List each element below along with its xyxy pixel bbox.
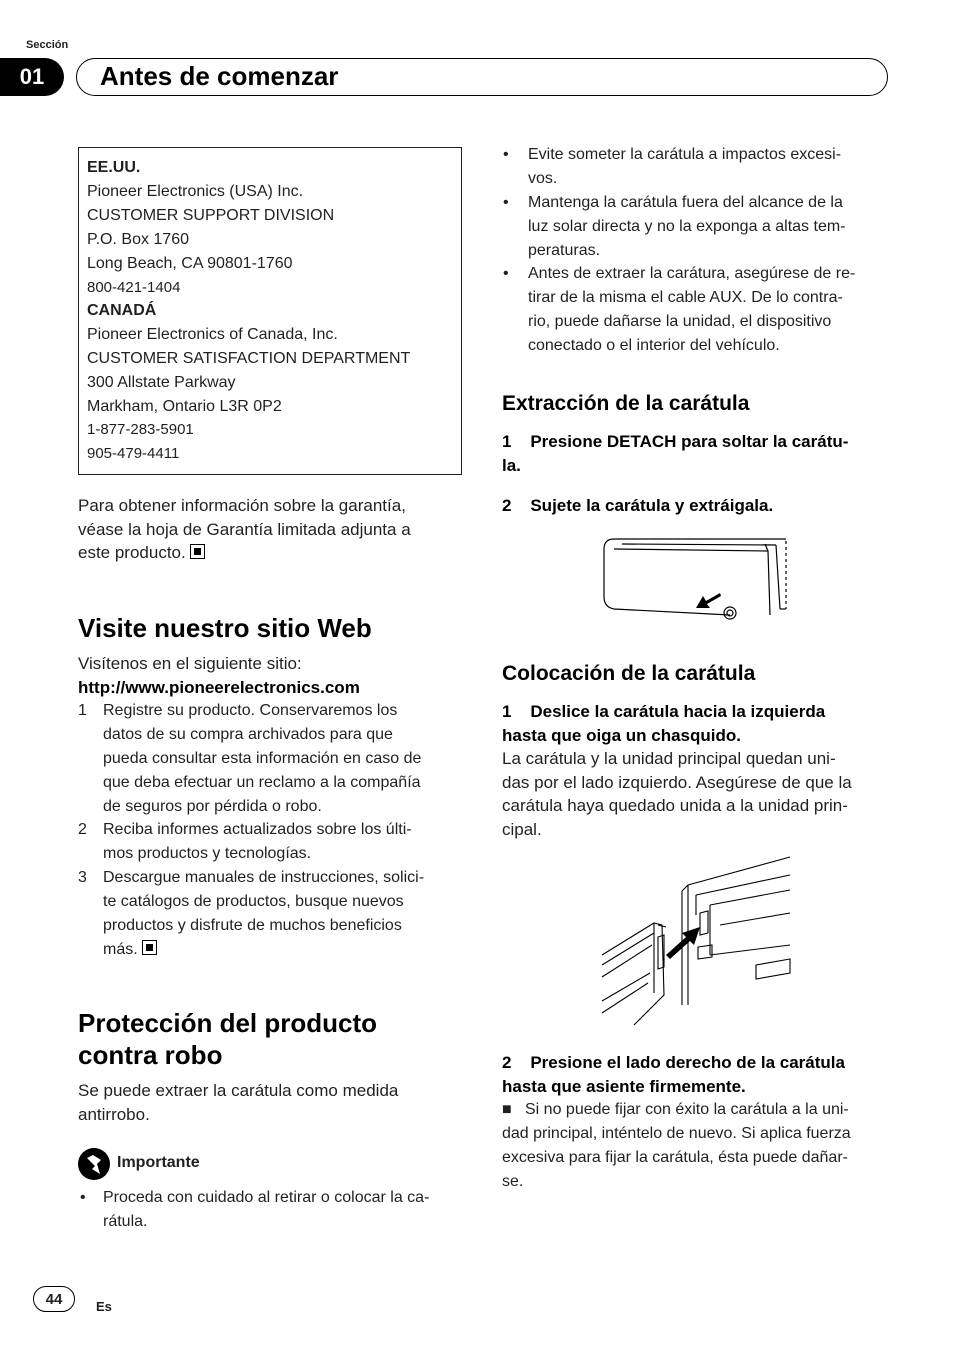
attach-illustration: [600, 855, 792, 1030]
list-item: Reciba informes actualizados sobre los últi- mos productos y tecnologías.: [103, 821, 412, 862]
list-item: Descargue manuales de instrucciones, solici- te catálogos de productos, busque nuevos productos y disfrute de muchos beneficios más.: [103, 869, 425, 958]
list-item: Registre su producto. Conservaremos los datos de su compra archivados para que pueda consultar esta información en caso de que deba efectuar un reclamo a la compañía de seguros por pérdida o robo.: [103, 702, 422, 815]
canada-line: CUSTOMER SATISFACTION DEPARTMENT: [87, 350, 411, 367]
placement-step-1: 1 Deslice la carátula hacia la izquierda hasta que oiga un chasquido.: [502, 702, 826, 745]
canada-line: 905-479-4411: [87, 445, 180, 462]
section-label: Sección: [26, 39, 69, 51]
website-intro: Visítenos en el siguiente sitio:: [78, 654, 302, 673]
important-bullet: Proceda con cuidado al retirar o colocar la ca- rátula.: [103, 1189, 430, 1230]
usa-line: Long Beach, CA 90801-1760: [87, 255, 293, 272]
section-number: 01: [0, 58, 64, 96]
canada-line: 1-877-283-5901: [87, 421, 194, 438]
right-bullet: Mantenga la carátula fuera del alcance de la luz solar directa y no la exponga a altas tem- peraturas.: [528, 194, 846, 259]
bullet-char: •: [80, 1189, 86, 1206]
usa-line: CUSTOMER SUPPORT DIVISION: [87, 207, 335, 224]
bullet-char: •: [503, 146, 509, 163]
end-mark-icon: [142, 940, 157, 955]
website-url-link[interactable]: http://www.pioneerelectronics.com: [78, 678, 360, 697]
list-number: 2: [78, 821, 87, 838]
page-number: 44: [33, 1286, 75, 1312]
theft-text: Se puede extraer la carátula como medida antirrobo.: [78, 1081, 399, 1124]
section-title: Antes de comenzar: [100, 61, 339, 91]
usa-line: P.O. Box 1760: [87, 231, 189, 248]
important-label: Importante: [117, 1154, 200, 1171]
canada-line: 300 Allstate Parkway: [87, 374, 236, 391]
language-code: Es: [96, 1299, 112, 1314]
important-icon: [77, 1147, 111, 1181]
list-number: 3: [78, 869, 87, 886]
list-number: 1: [78, 702, 87, 719]
website-heading: Visite nuestro sitio Web: [78, 613, 372, 643]
detach-illustration: [600, 535, 790, 620]
end-mark-icon: [190, 544, 205, 559]
usa-line: 800-421-1404: [87, 279, 181, 296]
extraction-heading: Extracción de la carátula: [502, 392, 750, 415]
usa-line: Pioneer Electronics (USA) Inc.: [87, 183, 304, 200]
canada-line: Markham, Ontario L3R 0P2: [87, 398, 282, 415]
theft-heading: Protección del producto contra robo: [78, 1008, 378, 1070]
canada-title: CANADÁ: [87, 302, 157, 319]
extraction-step-2: 2 Sujete la carátula y extráigala.: [502, 496, 774, 515]
warranty-text: Para obtener información sobre la garantía, véase la hoja de Garantía limitada adjunta a este producto.: [78, 496, 411, 563]
right-bullet: Evite someter la carátula a impactos excesi- vos.: [528, 146, 842, 187]
usa-title: EE.UU.: [87, 159, 141, 176]
placement-step-2: 2 Presione el lado derecho de la carátula hasta que asiente firmemente.: [502, 1053, 845, 1096]
bullet-char: •: [503, 265, 509, 282]
placement-note: ■ Si no puede fijar con éxito la carátula a la uni- dad principal, inténtelo de nuevo. Si aplica fuerza excesiva para fijar la carátula, ésta puede dañar- se.: [502, 1101, 851, 1190]
right-bullet: Antes de extraer la carátura, asegúrese de re- tirar de la misma el cable AUX. De lo contra- rio, puede dañarse la unidad, el dispositivo conectado o el interior del vehículo.: [528, 265, 856, 354]
bullet-char: •: [503, 194, 509, 211]
placement-step-1-text: La carátula y la unidad principal quedan uni- das por el lado izquierdo. Asegúrese de que la carátula haya quedado unida a la unidad prin- cipal.: [502, 749, 852, 839]
extraction-step-1: 1 Presione DETACH para soltar la carátu- la.: [502, 432, 849, 475]
canada-line: Pioneer Electronics of Canada, Inc.: [87, 326, 338, 343]
placement-heading: Colocación de la carátula: [502, 662, 756, 685]
